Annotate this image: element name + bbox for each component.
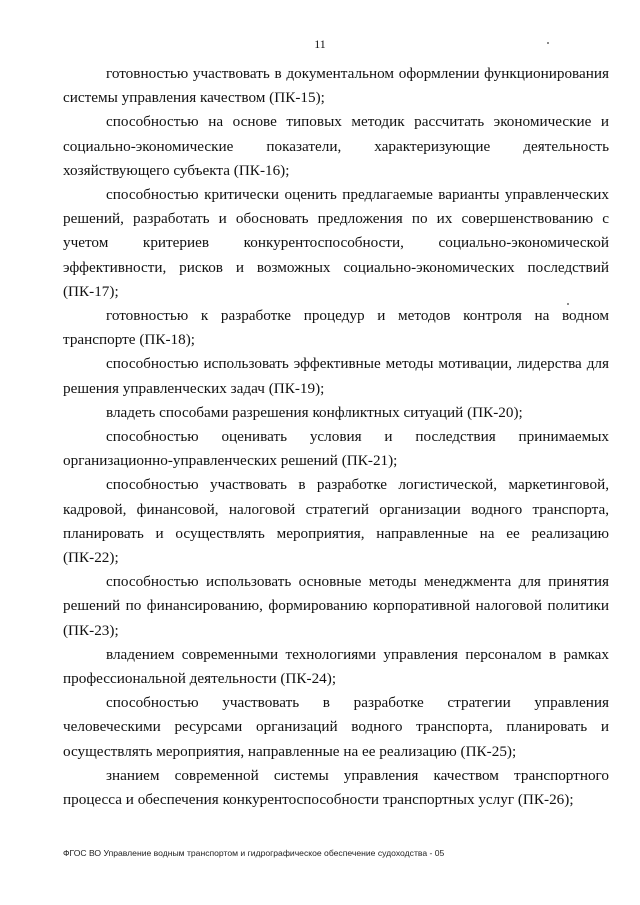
page-number: 11 (314, 37, 326, 51)
scan-speck (547, 42, 549, 44)
paragraph-pk-18: готовностью к разработке процедур и методов контроля на водном транспорте (ПК-18); (63, 307, 609, 349)
paragraph-pk-26: знанием современной системы управления качеством транспортного процесса и обеспечения конкурентоспособности транспортных услуг (ПК-26); (63, 766, 609, 809)
page-footer: ФГОС ВО Управление водным транспортом и гидрографическое обеспечение судоходства - 05 (63, 848, 445, 858)
paragraph-pk-24: владением современными технологиями управления персоналом в рамках профессиональной деятельности (ПК-24); (63, 645, 609, 688)
paragraph-pk-22: способностью участвовать в разработке логистической, маркетинговой, кадровой, финансовой, налоговой стратегий организации водного транспорта, планировать и осуществлять мероприятия, направленные на ее реализацию (ПК-22); (63, 476, 609, 567)
paragraph-pk-15: готовностью участвовать в документальном оформлении функционирования системы управления качеством (ПК-15); (63, 65, 609, 107)
paragraph-pk-19: способностью использовать эффективные методы мотивации, лидерства для решения управленческих задач (ПК-19); (63, 355, 609, 397)
paragraph-pk-23: способностью использовать основные методы менеджмента для принятия решений по финансированию, формированию корпоративной налоговой политики (ПК-23); (63, 573, 609, 639)
paragraph-pk-16: способностью на основе типовых методик рассчитать экономические и социально-экономические показатели, характеризующие деятельность хозяйствующего субъекта (ПК-16); (63, 113, 609, 179)
paragraph-pk-25: способностью участвовать в разработке стратегии управления человеческими ресурсами организаций водного транспорта, планировать и осуществлять мероприятия, направленные на ее реализацию (ПК-25); (63, 694, 609, 760)
paragraph-pk-17: способностью критически оценить предлагаемые варианты управленческих решений, разработать и обосновать предложения по их совершенствованию с учетом критериев конкурентоспособности, социально-экономической эффективности, рисков и возможных социально-экономических последствий (ПК-17); (63, 186, 609, 300)
paragraph-pk-21: способностью оценивать условия и последствия принимаемых организационно-управленческих решений (ПК-21); (63, 428, 609, 470)
paragraph-pk-20: владеть способами разрешения конфликтных ситуаций (ПК-20); (106, 403, 523, 421)
scan-speck (567, 303, 569, 305)
document-body (63, 62, 609, 812)
